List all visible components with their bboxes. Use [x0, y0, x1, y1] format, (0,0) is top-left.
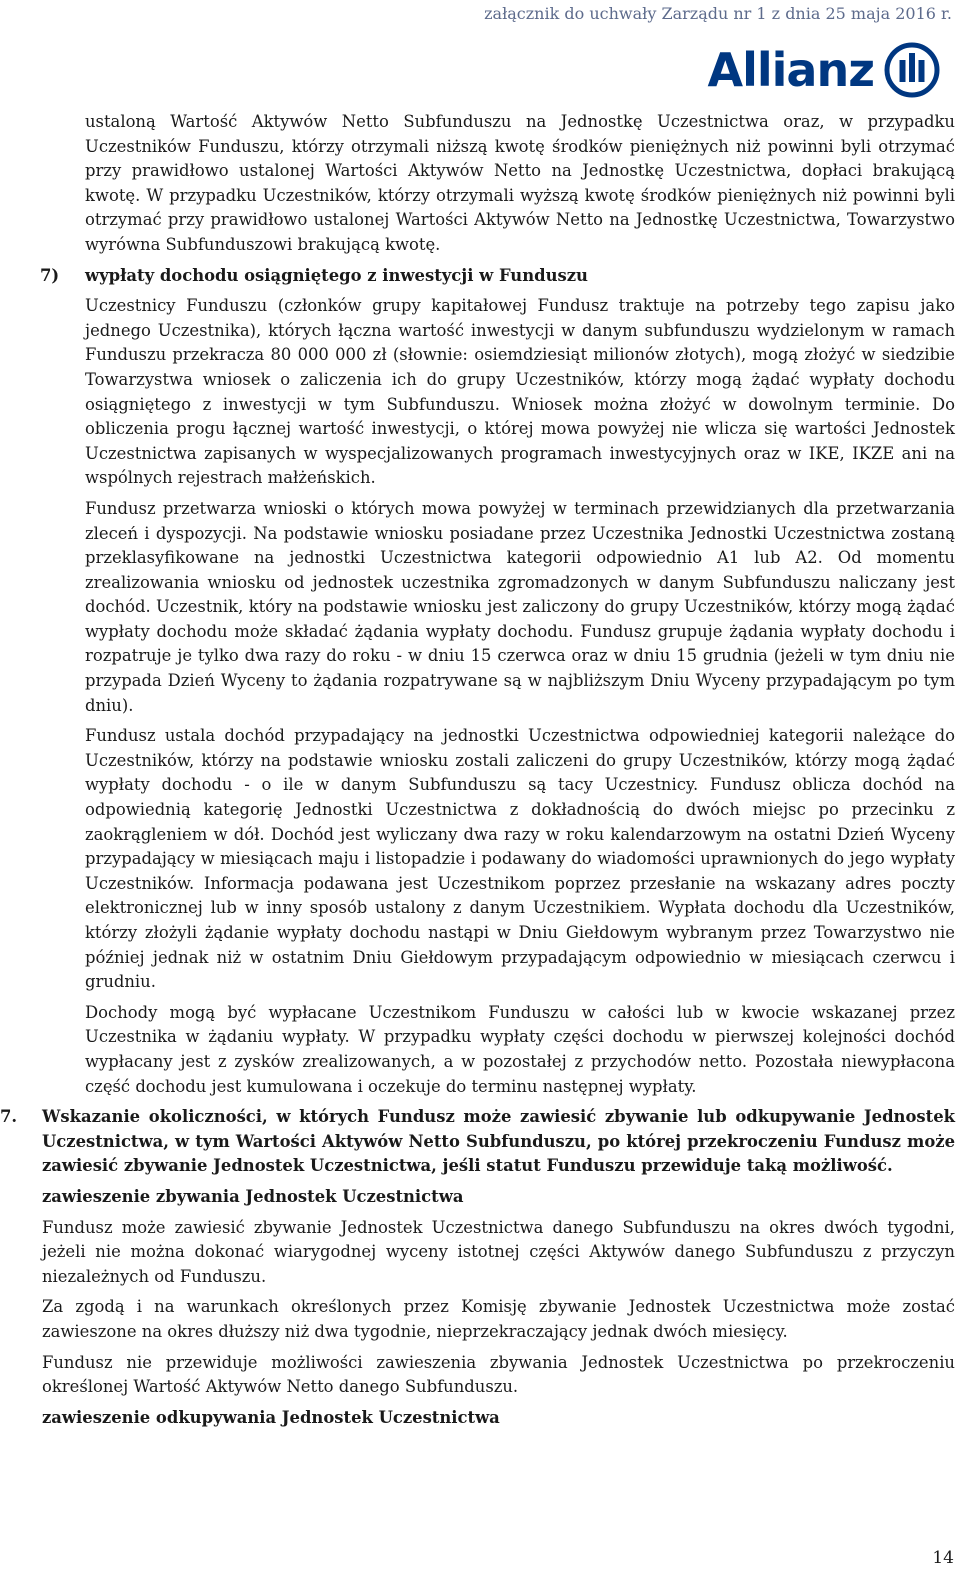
- sale-suspension-paragraph-1: Fundusz może zawiesić zbywanie Jednostek Uczestnictwa danego Subfunduszu na okres dwóch tygodni, jeżeli nie można dokonać wiarygodnej wyceny istotnej części Aktywów danego Subfunduszu z przyczyn niezależnych od Funduszu.: [42, 1217, 955, 1286]
- section-7-title: Wskazanie okoliczności, w których Fundusz może zawiesić zbywanie lub odkupywanie Jednostek Uczestnictwa, w tym Wartości Aktywów Netto Subfunduszu, po której przekroczeniu Fundusz może zawiesić zbywanie Jednostek Uczestnictwa, jeśli statut Funduszu przewiduje taką możliwość.: [42, 1107, 955, 1176]
- document-body: [0, 110, 955, 1436]
- item-7-paragraph-2: Fundusz przetwarza wnioski o których mowa powyżej w terminach przewidzianych dla przetwarzania zleceń i dyspozycji. Na podstawie wniosku posiadane przez Uczestnika Jednostki Uczestnictwa zostaną przeklasyfikowane na jednostki Uczestnictwa kategorii odpowiednio A1 lub A2. Od momentu zrealizowania wniosku od jednostek uczestnika zgromadzonych w danym Subfunduszu naliczany jest dochód. Uczestnik, który na podstawie wniosku jest zaliczony do grupy Uczestników, którzy mogą żądać wypłaty dochodu może składać żądania wypłaty dochodu. Fundusz grupuje żądania wypłaty dochodu i rozpatruje je tylko dwa razy do roku - w dniu 15 czerwca oraz w dniu 15 grudnia (jeżeli w tym dniu nie przypada Dzień Wyceny to żądania rozpatrywane są w najbliższym Dniu Wyceny przypadającym po tym dniu).: [85, 498, 955, 715]
- section-7-number: 7.: [0, 1107, 18, 1127]
- allianz-eagle-icon: [884, 42, 940, 98]
- subheading-redemption-suspension: zawieszenie odkupywania Jednostek Uczestnictwa: [42, 1407, 500, 1427]
- sale-suspension-paragraph-3: Fundusz nie przewiduje możliwości zawieszenia zbywania Jednostek Uczestnictwa po przekroczeniu określonej Wartość Aktywów Netto danego Subfunduszu.: [42, 1352, 955, 1397]
- item-7-paragraph-4: Dochody mogą być wypłacane Uczestnikom Funduszu w całości lub w kwocie wskazanej przez Uczestnika w żądaniu wypłaty. W przypadku wypłaty części dochodu w pierwszej kolejności dochód wypłacany jest z zysków zrealizowanych, a w pozostałej z przychodów netto. Pozostała niewypłacona część dochodu jest kumulowana i oczekuje do terminu następnej wypłaty.: [85, 1002, 955, 1096]
- header-note: załącznik do uchwały Zarządu nr 1 z dnia 25 maja 2016 r.: [484, 4, 952, 23]
- intro-paragraph: ustaloną Wartość Aktywów Netto Subfunduszu na Jednostkę Uczestnictwa oraz, w przypadku Uczestników Funduszu, którzy otrzymali niższą kwotę środków pieniężnych niż powinni byli otrzymać przy prawidłowo ustalonej Wartości Aktywów Netto na Jednostkę Uczestnictwa, dopłaci brakującą kwotę. W przypadku Uczestników, którzy otrzymali wyższą kwotę środków pieniężnych niż powinni byli otrzymać przy prawidłowo ustalonej Wartości Aktywów Netto na Jednostkę Uczestnictwa, Towarzystwo wyrówna Subfunduszowi brakującą kwotę.: [85, 112, 955, 254]
- sale-suspension-paragraph-2: Za zgodą i na warunkach określonych przez Komisję zbywanie Jednostek Uczestnictwa może zostać zawieszone na okres dłuższy niż dwa tygodnie, nieprzekraczający jednak dwóch miesięcy.: [42, 1297, 955, 1341]
- item-7-heading: [40, 264, 955, 289]
- item-7-paragraph-1: Uczestnicy Funduszu (członków grupy kapitałowej Fundusz traktuje na potrzeby tego zapisu jako jednego Uczestnika), których łączna wartość inwestycji w danym subfunduszu wydzielonym w ramach Funduszu przekracza 80 000 000 zł (słownie: osiemdziesiąt milionów złotych), mogą złożyć w siedzibie Towarzystwa wniosek o zaliczenia ich do grupy Uczestników, którzy mogą żądać wypłaty dochodu osiągniętego z inwestycji w tym Subfunduszu. Wniosek można złożyć w dowolnym terminie. Do obliczenia progu łącznej wartość inwestycji, o której mowa powyżej nie wlicza się wartości Jednostek Uczestnictwa zapisanych w wyspecjalizowanych programach inwestycyjnych oraz w IKE, IKZE ani na wspólnych rejestrach małżeńskich.: [85, 296, 955, 488]
- logo-wordmark: Allianz: [707, 43, 874, 97]
- subheading-sale-suspension: zawieszenie zbywania Jednostek Uczestnictwa: [42, 1186, 464, 1206]
- page-number: 14: [932, 1548, 954, 1568]
- item-7-paragraph-3: Fundusz ustala dochód przypadający na jednostki Uczestnictwa odpowiedniej kategorii należące do Uczestników, którzy na podstawie wniosku zostali zaliczeni do grupy Uczestników, którzy mogą żądać wypłaty dochodu - o ile w danym Subfunduszu są tacy Uczestnicy. Fundusz oblicza dochód na odpowiednią kategorię Jednostki Uczestnictwa z dokładnością do dwóch miejsc po przecinku z zaokrągleniem w dół. Dochód jest wyliczany dwa razy w roku kalendarzowym na ostatni Dzień Wyceny przypadający w miesiącach maju i listopadzie i podawany do wiadomości uprawnionych do jego wypłaty Uczestników. Informacja podawana jest Uczestnikom poprzez przesłanie na wskazany adres poczty elektronicznej lub w inny sposób ustalony z danym Uczestnikiem. Wypłata dochodu dla Uczestników, którzy złożyli żądanie wypłaty dochodu nastąpi w Dniu Giełdowym wybranym przez Towarzystwo nie później jednak niż w ostatnim Dniu Giełdowym przypadającym odpowiednio w miesiącach czerwcu i grudniu.: [85, 726, 955, 992]
- item-7-title: wypłaty dochodu osiągniętego z inwestycji w Funduszu: [85, 265, 588, 285]
- section-7-heading: [0, 1105, 955, 1179]
- allianz-logo: [708, 42, 940, 98]
- item-7-number: 7): [40, 265, 60, 285]
